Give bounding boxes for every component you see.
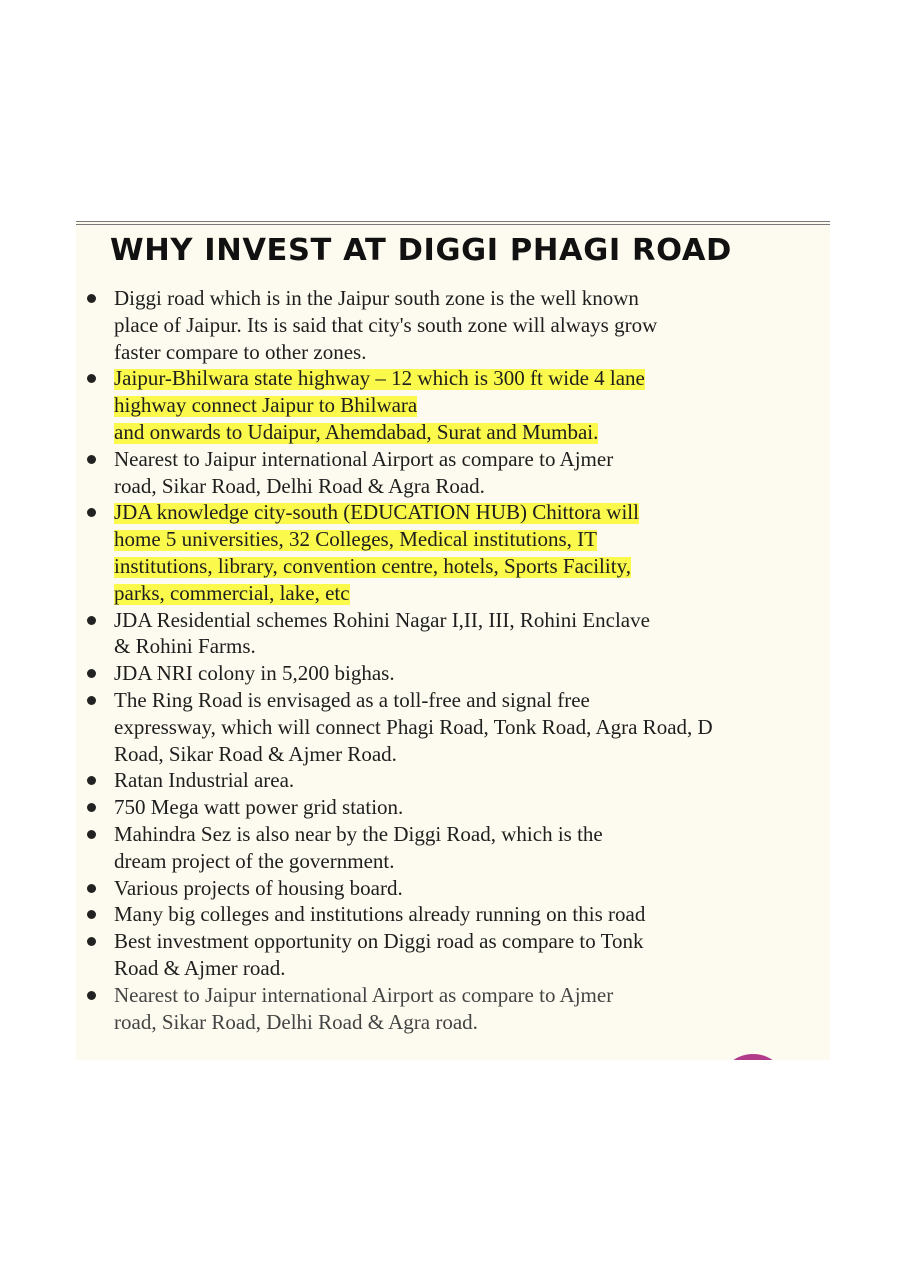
list-item-line: home 5 universities, 32 Colleges, Medical institutions, IT (114, 527, 597, 552)
bullet-icon (87, 669, 96, 678)
list-item-line: Road & Ajmer road. (114, 955, 286, 980)
bullet-icon (87, 294, 96, 303)
benefits-list (76, 285, 713, 1035)
list-item-line: The Ring Road is envisaged as a toll-free and signal free (114, 687, 590, 712)
list-item (76, 687, 713, 767)
flyer-page (76, 221, 830, 1060)
bullet-icon (87, 991, 96, 1000)
list-item (76, 794, 713, 821)
bullet-icon (87, 616, 96, 625)
list-item-line: Jaipur-Bhilwara state highway – 12 which is 300 ft wide 4 lane (114, 366, 645, 391)
list-item (76, 901, 713, 928)
list-item (76, 875, 713, 902)
list-item-line: road, Sikar Road, Delhi Road & Agra road. (114, 1009, 478, 1034)
list-item-line: JDA knowledge city-south (EDUCATION HUB) Chittora will (114, 500, 639, 525)
top-rule-secondary (76, 224, 830, 225)
list-item-line: Nearest to Jaipur international Airport as compare to Ajmer (114, 446, 614, 471)
list-item (76, 767, 713, 794)
list-item-line: & Rohini Farms. (114, 634, 256, 659)
list-item (76, 607, 713, 661)
list-item (76, 365, 713, 445)
bullet-icon (87, 696, 96, 705)
list-item-line: institutions, library, convention centre, hotels, Sports Facility, (114, 553, 631, 578)
list-item (76, 660, 713, 687)
bullet-icon (87, 830, 96, 839)
bullet-icon (87, 374, 96, 383)
list-item (76, 446, 713, 500)
bullet-icon (87, 910, 96, 919)
page-title: WHY INVEST AT DIGGI PHAGI ROAD (110, 233, 732, 268)
list-item-line: Mahindra Sez is also near by the Diggi Road, which is the (114, 821, 603, 846)
bullet-icon (87, 455, 96, 464)
list-item-line: and onwards to Udaipur, Ahemdabad, Surat and Mumbai. (114, 419, 599, 444)
list-item-line: Nearest to Jaipur international Airport as compare to Ajmer (114, 982, 614, 1007)
decorative-circle (718, 1054, 788, 1060)
list-item-line: place of Jaipur. Its is said that city's south zone will always grow (114, 312, 658, 337)
list-item-line: Ratan Industrial area. (114, 768, 295, 793)
bullet-icon (87, 937, 96, 946)
list-item-line: Many big colleges and institutions already running on this road (114, 902, 646, 927)
list-item-line: expressway, which will connect Phagi Road, Tonk Road, Agra Road, D (114, 714, 713, 739)
bullet-icon (87, 884, 96, 893)
list-item-line: Various projects of housing board. (114, 875, 403, 900)
list-item (76, 285, 713, 365)
list-item (76, 821, 713, 875)
list-item-line: Diggi road which is in the Jaipur south zone is the well known (114, 286, 639, 310)
list-item-line: parks, commercial, lake, etc (114, 580, 350, 605)
list-item (76, 499, 713, 606)
list-item-line: Road, Sikar Road & Ajmer Road. (114, 741, 397, 766)
list-item (76, 982, 713, 1036)
list-item-line: Best investment opportunity on Diggi road as compare to Tonk (114, 929, 644, 954)
list-item-line: dream project of the government. (114, 848, 395, 873)
list-item-line: highway connect Jaipur to Bhilwara (114, 393, 418, 418)
list-item-line: road, Sikar Road, Delhi Road & Agra Road. (114, 473, 485, 498)
top-rule (76, 221, 830, 222)
bullet-icon (87, 803, 96, 812)
bullet-icon (87, 776, 96, 785)
list-item-line: JDA Residential schemes Rohini Nagar I,II, III, Rohini Enclave (114, 607, 650, 632)
bullet-icon (87, 508, 96, 517)
list-item-line: faster compare to other zones. (114, 339, 367, 364)
list-item-line: JDA NRI colony in 5,200 bighas. (114, 661, 395, 686)
list-item (76, 928, 713, 982)
list-item-line: 750 Mega watt power grid station. (114, 795, 404, 820)
